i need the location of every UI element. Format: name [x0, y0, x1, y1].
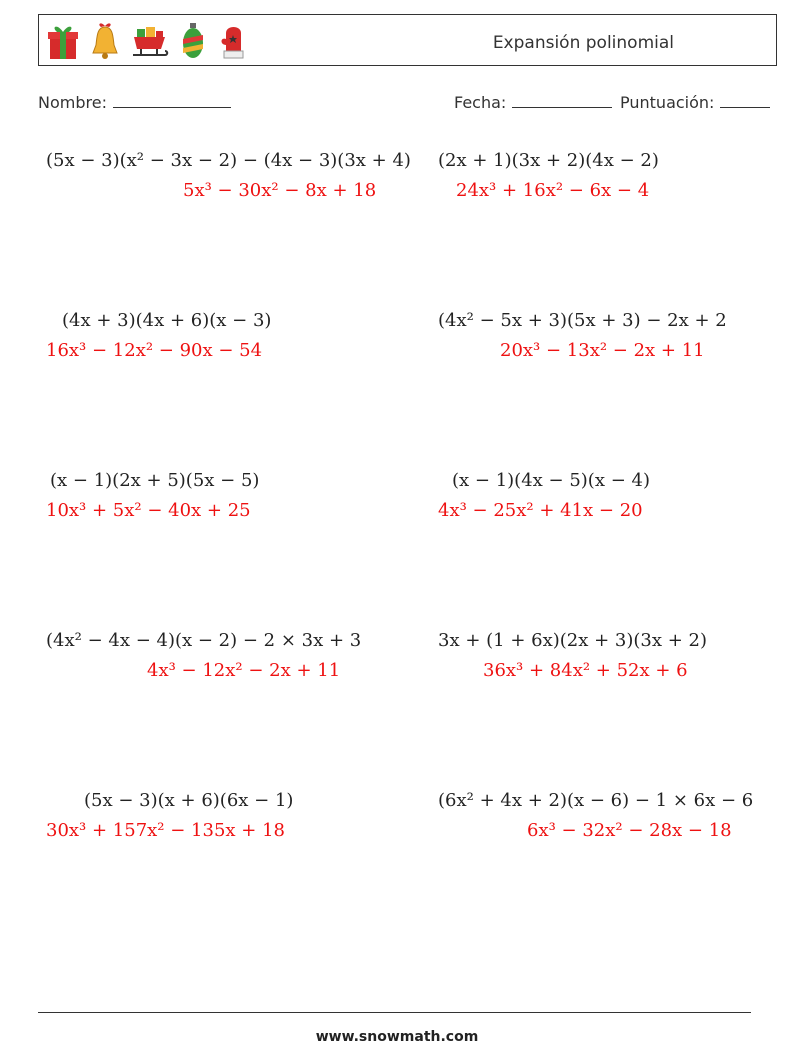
problem-expression: (4x + 3)(4x + 6)(x − 3) — [62, 310, 272, 331]
date-field[interactable] — [454, 93, 612, 112]
problem-expression: (6x² + 4x + 2)(x − 6) − 1 × 6x − 6 — [438, 790, 754, 811]
problem-expression: (x − 1)(4x − 5)(x − 4) — [452, 470, 650, 491]
problem-answer: 4x³ − 12x² − 2x + 11 — [147, 660, 341, 681]
problem-answer: 4x³ − 25x² + 41x − 20 — [438, 500, 643, 521]
problem-answer: 20x³ − 13x² − 2x + 11 — [500, 340, 705, 361]
score-label: Puntuación: — [620, 93, 715, 112]
date-label: Fecha: — [454, 93, 507, 112]
problem-answer: 16x³ − 12x² − 90x − 54 — [46, 340, 263, 361]
name-field[interactable] — [38, 93, 231, 112]
mitten-icon — [217, 21, 249, 61]
score-field[interactable] — [620, 93, 770, 112]
ornament-icon — [179, 21, 207, 61]
worksheet-title: Expansión polinomial — [492, 33, 674, 53]
problem-expression: (2x + 1)(3x + 2)(4x − 2) — [438, 150, 659, 171]
problem-expression: 3x + (1 + 6x)(2x + 3)(3x + 2) — [438, 630, 708, 651]
problem-answer: 24x³ + 16x² − 6x − 4 — [456, 180, 650, 201]
gift-icon — [47, 21, 79, 61]
footer-divider — [38, 1012, 751, 1013]
problem-expression: (4x² − 5x + 3)(5x + 3) − 2x + 2 — [438, 310, 727, 331]
name-label: Nombre: — [38, 93, 107, 112]
sleigh-icon — [131, 21, 169, 61]
problem-answer: 10x³ + 5x² − 40x + 25 — [46, 500, 251, 521]
name-blank[interactable] — [113, 93, 231, 108]
date-blank[interactable] — [512, 93, 612, 108]
worksheet-header — [38, 14, 777, 66]
problem-answer: 6x³ − 32x² − 28x − 18 — [527, 820, 732, 841]
problem-expression: (5x − 3)(x + 6)(6x − 1) — [84, 790, 294, 811]
score-blank[interactable] — [720, 93, 770, 108]
problem-expression: (x − 1)(2x + 5)(5x − 5) — [50, 470, 260, 491]
problem-expression: (5x − 3)(x² − 3x − 2) − (4x − 3)(3x + 4) — [46, 150, 411, 171]
problem-answer: 30x³ + 157x² − 135x + 18 — [46, 820, 285, 841]
problem-answer: 5x³ − 30x² − 8x + 18 — [183, 180, 377, 201]
footer-url[interactable]: www.snowmath.com — [315, 1029, 479, 1045]
problem-answer: 36x³ + 84x² + 52x + 6 — [483, 660, 688, 681]
bell-icon — [89, 21, 121, 61]
header-icons — [47, 21, 249, 61]
problem-expression: (4x² − 4x − 4)(x − 2) − 2 × 3x + 3 — [46, 630, 362, 651]
